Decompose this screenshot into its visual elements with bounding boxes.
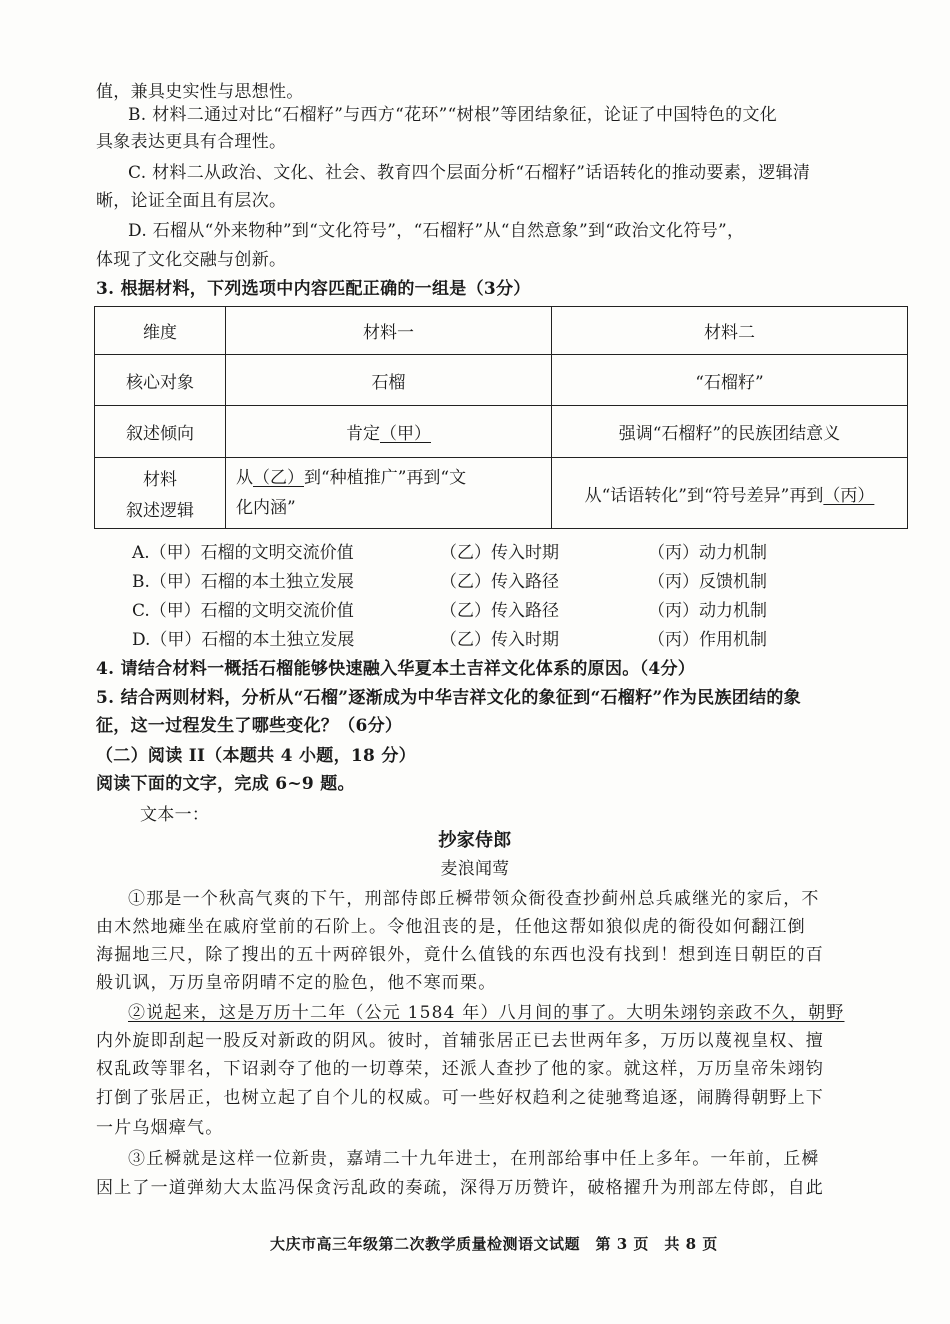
logic-m1-post: 到“种植推广”再到“文 bbox=[304, 468, 467, 488]
blank-bing: （丙） bbox=[823, 485, 875, 506]
text-one-label: 文本一： bbox=[140, 805, 210, 825]
table-header-material-1: 材料一 bbox=[226, 307, 552, 355]
table-row bbox=[95, 307, 908, 355]
story-para-2-line3: 权乱政等罪名，下诏剥夺了他的一切尊荣，还派人查抄了他的家。就这样，万历皇帝朱翊钧 bbox=[96, 1059, 824, 1079]
question-3-title: 3. 根据材料，下列选项中内容匹配正确的一组是（3分） bbox=[96, 279, 531, 299]
story-para-1-line1: ①那是一个秋高气爽的下午，刑部侍郎丘橓带领众衙役查抄蓟州总兵戚继光的家后，不 bbox=[128, 889, 820, 909]
table-header-dimension: 维度 bbox=[95, 307, 226, 355]
question-5-line1: 5. 结合两则材料，分析从“石榴”逐渐成为中华吉祥文化的象征到“石榴籽”作为民族团结的象 bbox=[96, 688, 801, 708]
q3-option-c-col1: C.（甲）石榴的文明交流价值 bbox=[132, 601, 354, 621]
matching-table bbox=[94, 306, 908, 529]
story-para-3-line1: ③丘橓就是这样一位新贵，嘉靖二十九年进士，在刑部给事中任上多年。一年前，丘橓 bbox=[128, 1149, 820, 1169]
q3-option-b-col2: （乙）传入路径 bbox=[440, 572, 559, 592]
table-cell-logic-m1 bbox=[226, 458, 552, 529]
table-cell-trend-m2: 强调“石榴籽”的民族团结意义 bbox=[552, 406, 908, 458]
story-para-1-line2: 由木然地瘫坐在戚府堂前的石阶上。令他沮丧的是，任他这帮如狼似虎的衙役如何翻江倒 bbox=[96, 917, 806, 937]
trend-m1-prefix: 肯定 bbox=[346, 424, 380, 444]
option-a-continuation: 值，兼具史实性与思想性。 bbox=[96, 82, 304, 102]
table-cell-logic-label bbox=[95, 458, 226, 529]
q3-option-b-col1: B.（甲）石榴的本土独立发展 bbox=[132, 572, 354, 592]
logic-label-line2: 叙述逻辑 bbox=[126, 501, 194, 521]
table-cell-trend-label: 叙述倾向 bbox=[95, 406, 226, 458]
option-d-line2: 体现了文化交融与创新。 bbox=[96, 250, 287, 270]
option-c-line1: C. 材料二从政治、文化、社会、教育四个层面分析“石榴籽”话语转化的推动要素，逻辑清 bbox=[128, 163, 811, 183]
table-header-material-2: 材料二 bbox=[552, 307, 908, 355]
page-footer: 大庆市高三年级第二次教学质量检测语文试题 第 3 页 共 8 页 bbox=[270, 1235, 718, 1253]
blank-jia: （甲） bbox=[380, 424, 431, 444]
table-cell-core-m2: “石榴籽” bbox=[552, 355, 908, 406]
story-para-1-line3: 海掘地三尺，除了搜出的五十两碎银外，竟什么值钱的东西也没有找到！想到连日朝臣的百 bbox=[96, 945, 824, 965]
table-row bbox=[95, 458, 908, 529]
q3-option-c-col3: （丙）动力机制 bbox=[648, 601, 767, 621]
logic-label-line1: 材料 bbox=[143, 470, 177, 490]
story-para-2-line4: 打倒了张居正，也树立起了自个儿的权威。可一些好权趋利之徒驰骛追逐，闹腾得朝野上下 bbox=[96, 1088, 824, 1108]
blank-yi: （乙） bbox=[253, 468, 304, 488]
story-para-3-line2: 因上了一道弹劾大太监冯保贪污乱政的奏疏，深得万历赞许，破格擢升为刑部左侍郎，自此 bbox=[96, 1178, 824, 1198]
option-b-line1: B. 材料二通过对比“石榴籽”与西方“花环”“树根”等团结象征，论证了中国特色的文化 bbox=[128, 105, 778, 125]
table-cell-core-m1: 石榴 bbox=[226, 355, 552, 406]
section-reading-2: （二）阅读 II（本题共 4 小题，18 分） bbox=[96, 746, 416, 766]
q3-option-a-col3: （丙）动力机制 bbox=[648, 543, 767, 563]
table-row bbox=[95, 355, 908, 406]
q3-option-b-col3: （丙）反馈机制 bbox=[648, 572, 767, 592]
logic-m2-pre: 从“话语转化”到“符号差异”再到 bbox=[584, 485, 824, 506]
question-5-line2: 征，这一过程发生了哪些变化？（6分） bbox=[96, 716, 403, 736]
story-author: 麦浪闻莺 bbox=[440, 859, 510, 879]
table-cell-trend-m1 bbox=[226, 406, 552, 458]
option-c-line2: 晰，论证全面且有层次。 bbox=[96, 191, 287, 211]
story-para-2-line5: 一片乌烟瘴气。 bbox=[96, 1118, 224, 1138]
q3-option-d-col3: （丙）作用机制 bbox=[648, 630, 767, 650]
option-b-line2: 具象表达更具有合理性。 bbox=[96, 132, 287, 152]
question-4: 4. 请结合材料一概括石榴能够快速融入华夏本土吉祥文化体系的原因。（4分） bbox=[96, 659, 696, 679]
q3-option-d-col2: （乙）传入时期 bbox=[440, 630, 559, 650]
table-cell-logic-m2 bbox=[552, 458, 908, 529]
logic-m1-line2: 化内涵” bbox=[236, 498, 296, 518]
table-cell-core-label: 核心对象 bbox=[95, 355, 226, 406]
reading-instruction: 阅读下面的文字，完成 6~9 题。 bbox=[96, 774, 355, 794]
q3-option-a-col1: A.（甲）石榴的文明交流价值 bbox=[132, 543, 354, 563]
table-row bbox=[95, 406, 908, 458]
story-para-2-line2: 内外旋即刮起一股反对新政的阴风。彼时，首辅张居正已去世两年多，万历以蔑视皇权、擅 bbox=[96, 1031, 824, 1051]
q3-option-a-col2: （乙）传入时期 bbox=[440, 543, 559, 563]
option-d-line1: D. 石榴从“外来物种”到“文化符号”，“石榴籽”从“自然意象”到“政治文化符号”， bbox=[128, 221, 745, 241]
q3-option-d-col1: D.（甲）石榴的本土独立发展 bbox=[132, 630, 355, 650]
story-para-2-line1: ②说起来，这是万历十二年（公元 1584 年）八月间的事了。大明朱翊钧亲政不久，朝野 bbox=[128, 1003, 845, 1023]
story-para-1-line4: 般讥讽，万历皇帝阴晴不定的脸色，他不寒而栗。 bbox=[96, 973, 497, 993]
q3-option-c-col2: （乙）传入路径 bbox=[440, 601, 559, 621]
story-title: 抄家侍郎 bbox=[438, 830, 512, 851]
logic-m1-pre: 从 bbox=[236, 468, 253, 488]
